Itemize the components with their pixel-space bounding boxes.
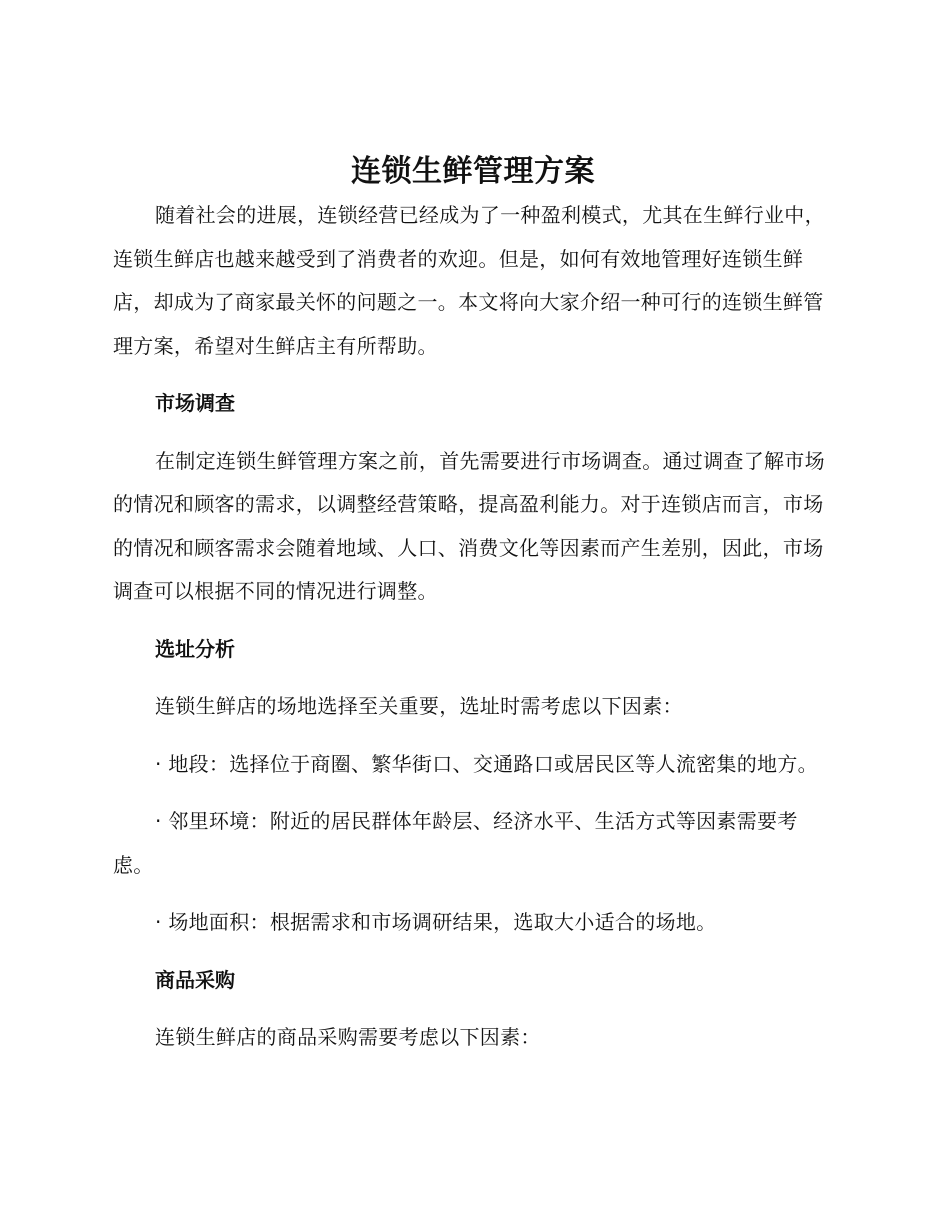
site-bullet-location: · 地段：选择位于商圈、繁华街口、交通路口或居民区等人流密集的地方。 [155,751,818,776]
section-heading-procurement: 商品采购 [155,967,235,992]
document-page [113,150,833,1060]
site-bullet-neighborhood: · 邻里环境：附近的居民群体年龄层、经济水平、生活方式等因素需要考虑。 [113,809,798,877]
site-bullet-area: · 场地面积：根据需求和市场调研结果，选取大小适合的场地。 [155,910,717,934]
intro-paragraph: 随着社会的进展，连锁经营已经成为了一种盈利模式，尤其在生鲜行业中，连锁生鲜店也越来越受到了消费者的欢迎。但是，如何有效地管理好连锁生鲜店，却成为了商家最关怀的问题之一。本文将向大家介绍一种可行的连锁生鲜管理方案，希望对生鲜店主有所帮助。 [113,203,825,358]
site-selection-paragraph: 连锁生鲜店的场地选择至关重要，选址时需考虑以下因素： [155,694,683,718]
document-title: 连锁生鲜管理方案 [351,154,595,189]
section-heading-market-research: 市场调查 [155,391,235,415]
section-heading-site-selection: 选址分析 [155,636,235,661]
market-research-paragraph: 在制定连锁生鲜管理方案之前，首先需要进行市场调查。通过调查了解市场的情况和顾客的需求，以调整经营策略，提高盈利能力。对于连锁店而言，市场的情况和顾客需求会随着地域、人口、消费文化等因素而产生差别，因此，市场调查可以根据不同的情况进行调整。 [113,448,825,603]
procurement-paragraph: 连锁生鲜店的商品采购需要考虑以下因素： [155,1025,541,1049]
